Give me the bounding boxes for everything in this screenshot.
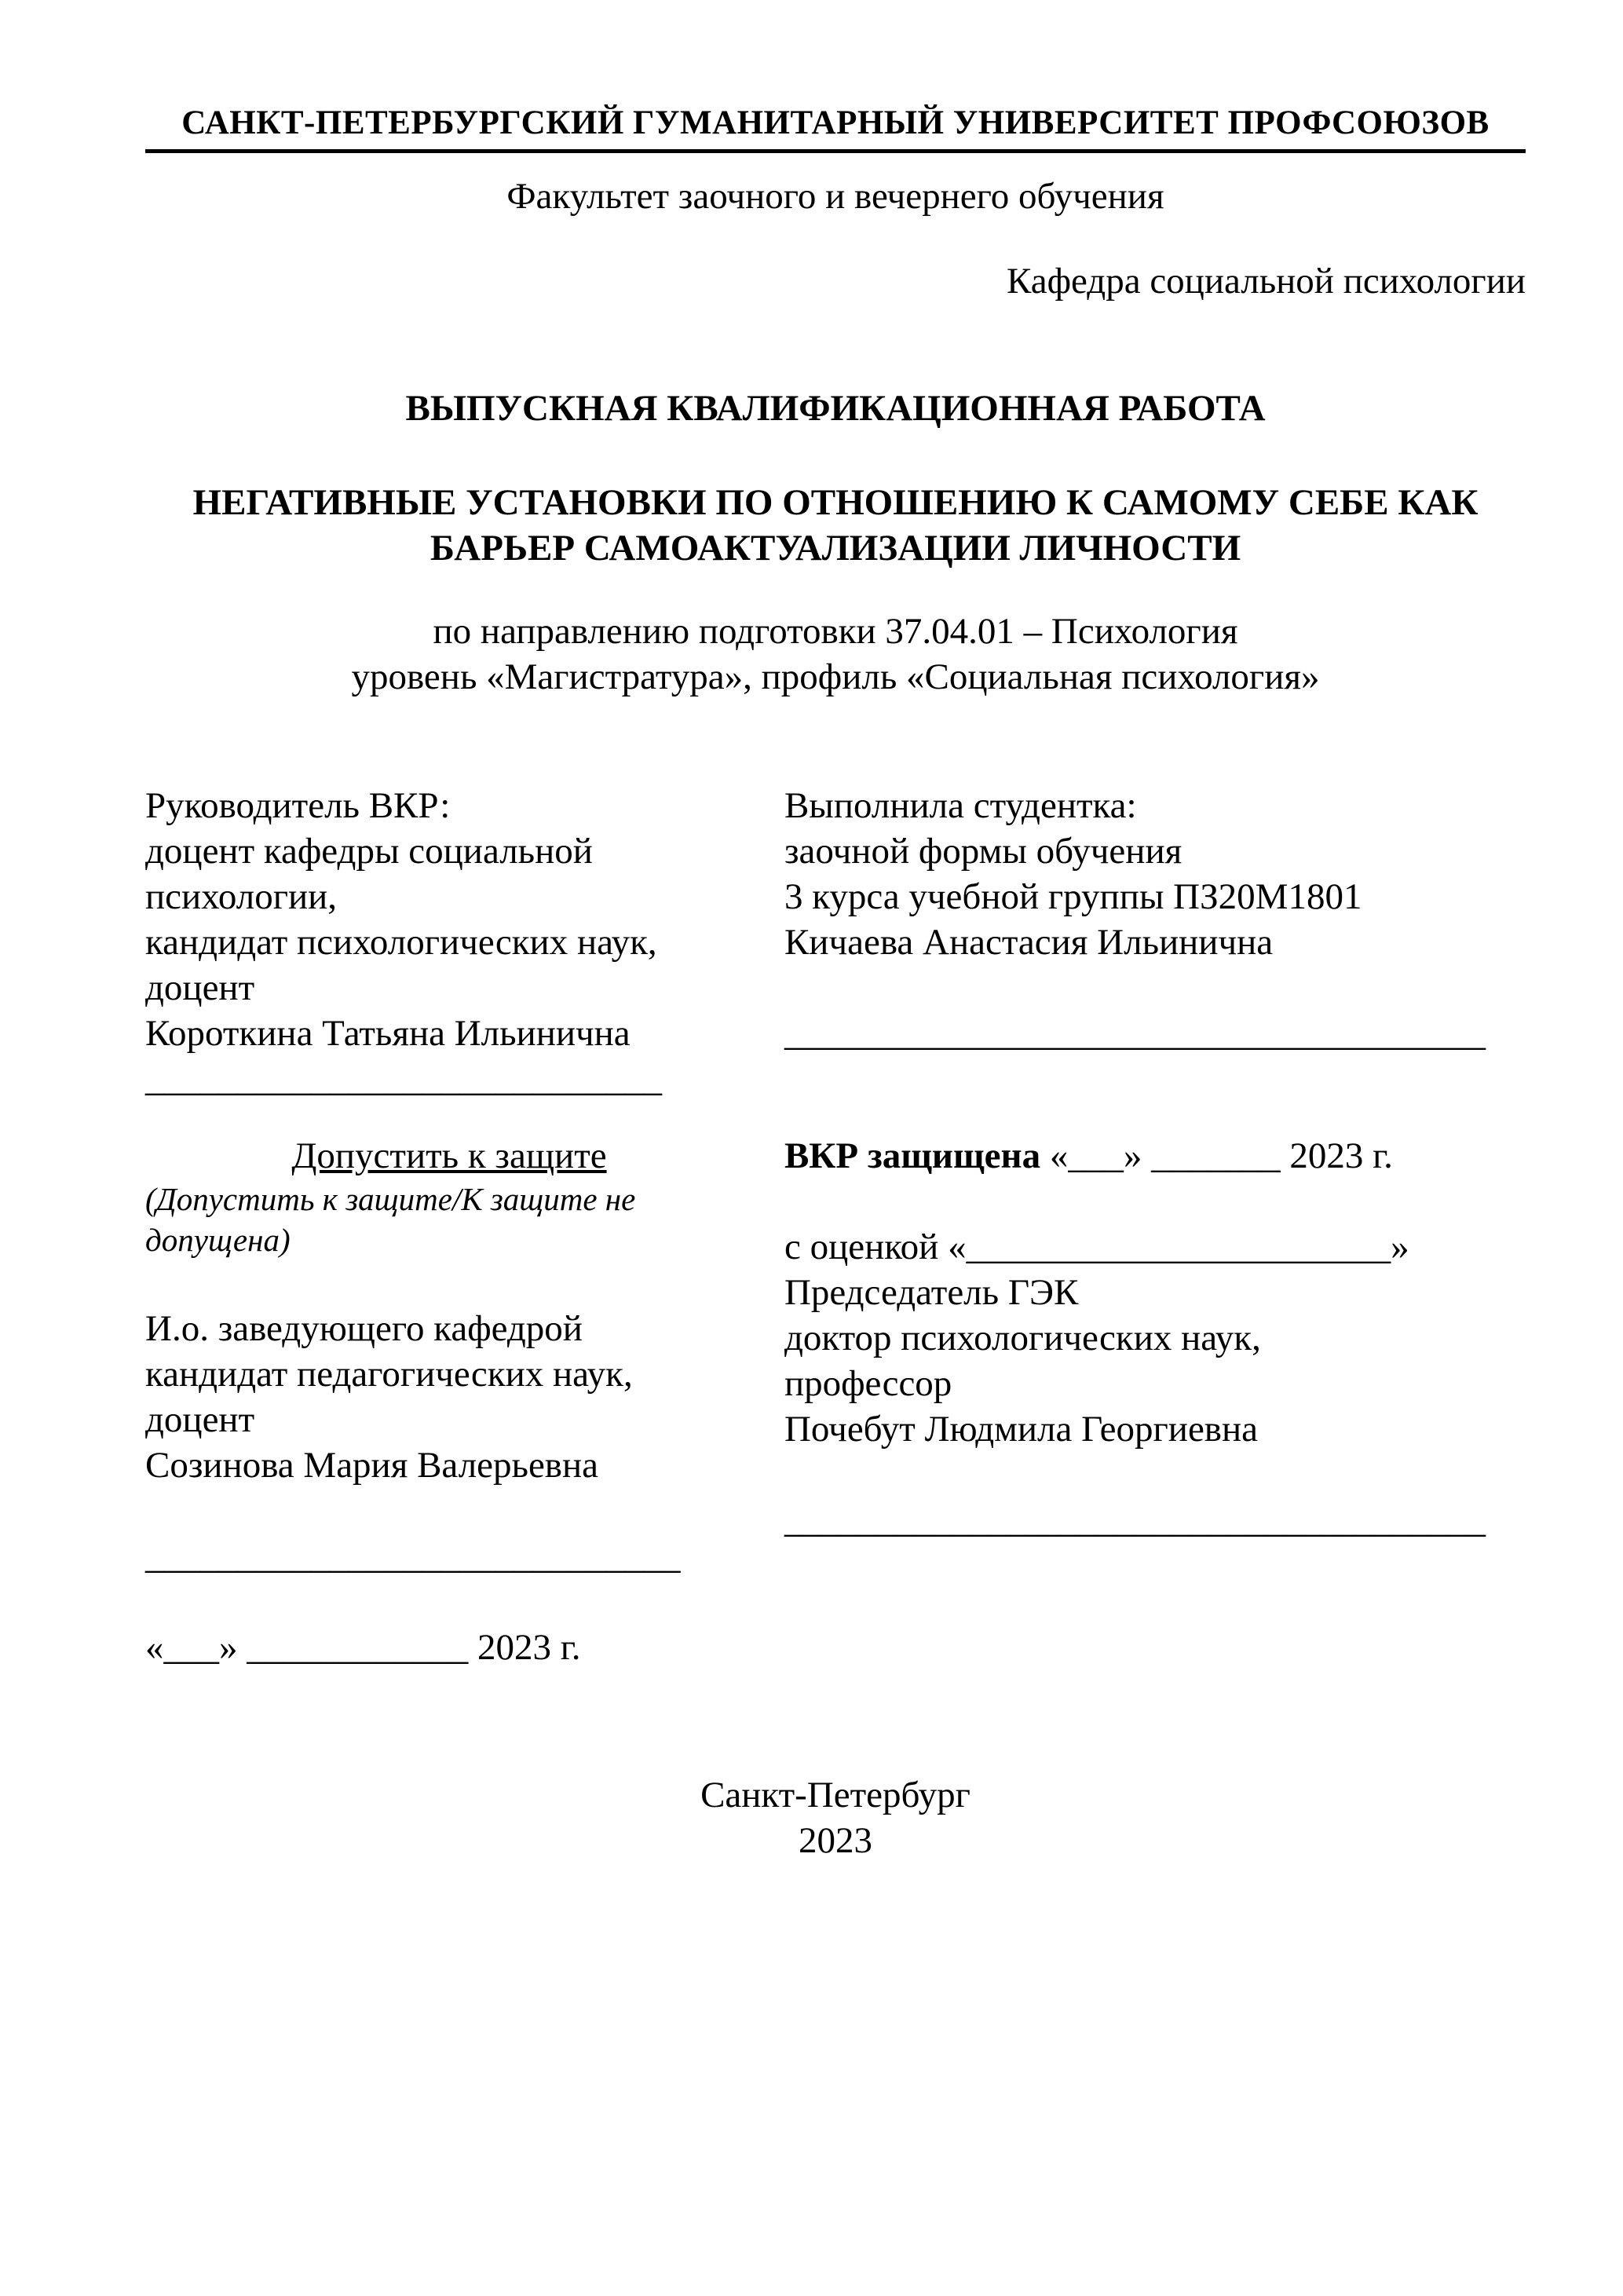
- header-rule: [145, 102, 1526, 153]
- supervisor-line: психологии,: [145, 876, 338, 917]
- thesis-title-line-2: БАРЬЕР САМОАКТУАЛИЗАЦИИ ЛИЧНОСТИ: [430, 528, 1241, 569]
- admission-date-line: «___» ____________ 2023 г.: [145, 1627, 581, 1668]
- acting-head-line: И.о. заведующего кафедрой: [145, 1308, 583, 1349]
- defense-status-label: ВКР защищена: [784, 1135, 1041, 1176]
- supervisor-name: Короткина Татьяна Ильинична: [145, 1013, 631, 1054]
- admission-note-line: допущена): [145, 1222, 291, 1258]
- program-level: уровень «Магистратура», профиль «Социальная психология»: [351, 656, 1320, 697]
- defense-status-rest: «___» _______ 2023 г.: [1040, 1135, 1393, 1176]
- committee-chair-line: профессор: [784, 1363, 952, 1404]
- admission-heading: [145, 1133, 753, 1179]
- supervisor-block: [145, 783, 784, 1102]
- signature-section-top: [145, 783, 1526, 1102]
- acting-head-line: доцент: [145, 1399, 255, 1440]
- program-info: [145, 609, 1526, 700]
- admission-note: [145, 1179, 753, 1260]
- defense-grade-line: с оценкой «_______________________»: [784, 1227, 1409, 1267]
- supervisor-line: доцент кафедры социальной: [145, 831, 593, 872]
- acting-head-line: кандидат педагогических наук,: [145, 1354, 633, 1395]
- student-block: [784, 783, 1526, 1102]
- supervisor-signature-line: ____________________________: [145, 1058, 662, 1099]
- student-line: заочной формы обучения: [784, 831, 1183, 872]
- admission-block: [145, 1133, 784, 1670]
- committee-chair-line: Председатель ГЭК: [784, 1272, 1079, 1313]
- supervisor-line: доцент: [145, 967, 255, 1008]
- student-line: 3 курса учебной группы ПЗ20М1801: [784, 876, 1362, 917]
- work-type-heading: ВЫПУСКНАЯ КВАЛИФИКАЦИОННАЯ РАБОТА: [405, 388, 1266, 429]
- footer: [145, 1772, 1526, 1863]
- signature-section-bottom: [145, 1133, 1526, 1670]
- university-name: САНКТ-ПЕТЕРБУРГСКИЙ ГУМАНИТАРНЫЙ УНИВЕРСИТЕТ ПРОФСОЮЗОВ: [181, 104, 1490, 141]
- admission-note-line: (Допустить к защите/К защите не: [145, 1181, 636, 1217]
- admission-heading-text: Допустить к защите: [291, 1135, 607, 1176]
- defense-status-line: [784, 1133, 1526, 1179]
- defense-block: [784, 1133, 1526, 1670]
- defense-signature-line: ______________________________________: [784, 1500, 1486, 1541]
- thesis-title-line-1: НЕГАТИВНЫЕ УСТАНОВКИ ПО ОТНОШЕНИЮ К САМОМУ СЕБЕ КАК: [192, 482, 1479, 523]
- faculty-name: Факультет заочного и вечернего обучения: [506, 176, 1164, 217]
- supervisor-label: Руководитель ВКР:: [145, 785, 451, 826]
- footer-city: Санкт-Петербург: [700, 1775, 971, 1815]
- department-name: Кафедра социальной психологии: [1007, 261, 1526, 302]
- committee-chair-name: Почебут Людмила Георгиевна: [784, 1409, 1259, 1450]
- committee-chair-line: доктор психологических наук,: [784, 1318, 1261, 1358]
- student-name: Кичаева Анастасия Ильинична: [784, 922, 1274, 963]
- student-label: Выполнила студентка:: [784, 785, 1137, 826]
- student-signature-line: ______________________________________: [784, 1013, 1486, 1054]
- thesis-title: [145, 480, 1526, 571]
- program-direction: по направлению подготовки 37.04.01 – Психология: [433, 611, 1238, 652]
- supervisor-line: кандидат психологических наук,: [145, 922, 657, 963]
- footer-year: 2023: [799, 1820, 872, 1861]
- admission-signature-line: _____________________________: [145, 1536, 681, 1577]
- acting-head-name: Созинова Мария Валерьевна: [145, 1445, 599, 1486]
